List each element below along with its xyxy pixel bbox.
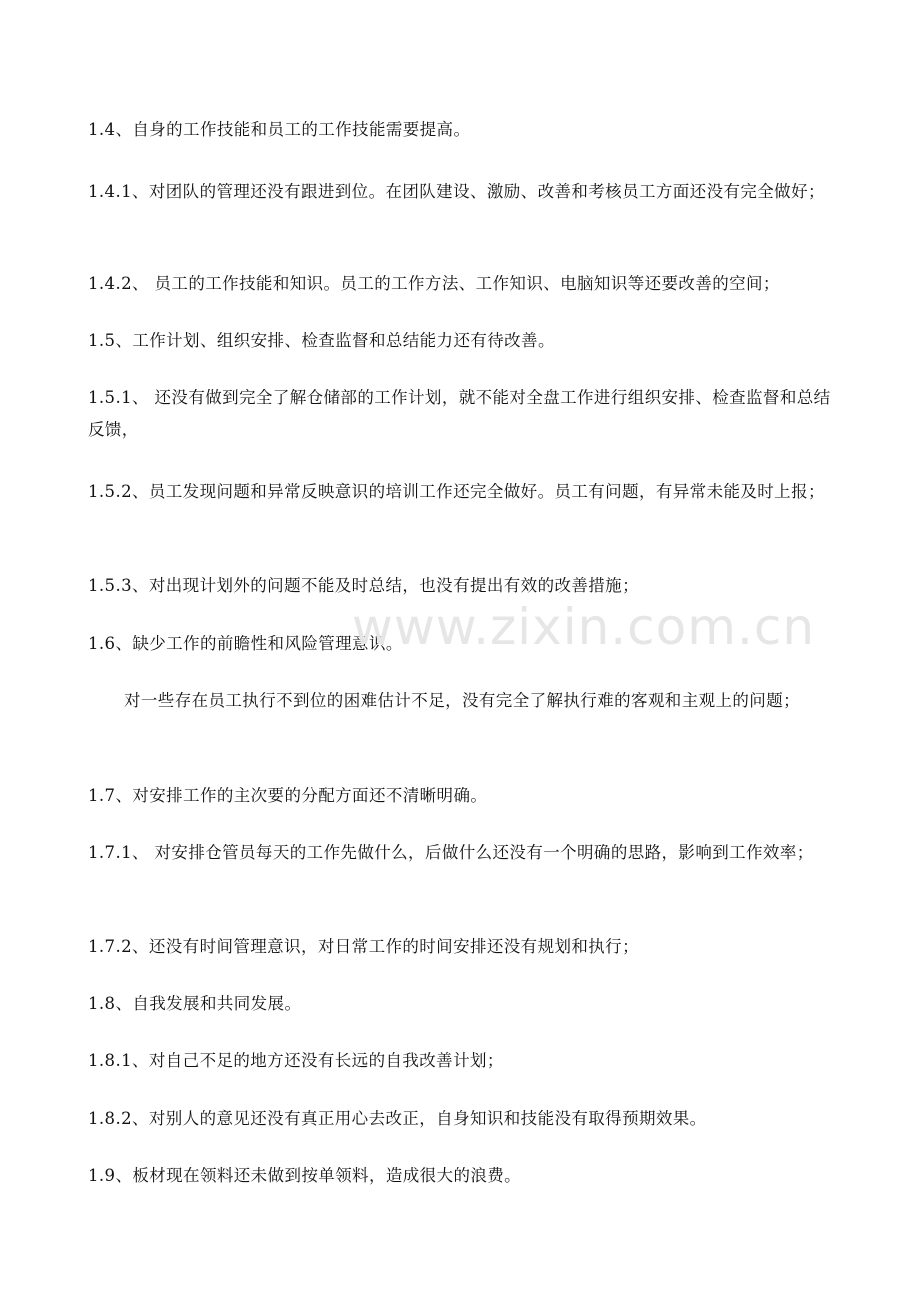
- paragraph-1-7: 1.7、对安排工作的主次要的分配方面还不清晰明确。: [88, 786, 488, 805]
- paragraph-1-5-3: 1.5.3、对出现计划外的问题不能及时总结，也没有提出有效的改善措施；: [88, 576, 639, 595]
- paragraph-1-7-2: 1.7.2、还没有时间管理意识，对日常工作的时间安排还没有规划和执行；: [88, 937, 639, 956]
- paragraph-1-4-2: 1.4.2、 员工的工作技能和知识。员工的工作方法、工作知识、电脑知识等还要改善的空间；: [88, 274, 780, 293]
- paragraph-1-5: 1.5、工作计划、组织安排、检查监督和总结能力还有待改善。: [88, 331, 555, 350]
- paragraph-1-7-1: 1.7.1、 对安排仓管员每天的工作先做什么，后做什么还没有一个明确的思路，影响到工作效率；: [88, 843, 814, 862]
- paragraph-1-8-2: 1.8.2、对别人的意见还没有真正用心去改正，自身知识和技能没有取得预期效果。: [88, 1109, 707, 1128]
- paragraph-1-4-1: 1.4.1、对团队的管理还没有跟进到位。在团队建设、激励、改善和考核员工方面还没有完全做好；: [88, 182, 825, 201]
- paragraph-1-9: 1.9、板材现在领料还未做到按单领料，造成很大的浪费。: [88, 1166, 522, 1185]
- paragraph-1-8: 1.8、自我发展和共同发展。: [88, 994, 302, 1013]
- site-watermark: www.zixin.com.cn: [352, 598, 816, 656]
- paragraph-1-5-2: 1.5.2、员工发现问题和异常反映意识的培训工作还完全做好。员工有问题，有异常未能及时上报；: [88, 482, 825, 501]
- paragraph-1-6-detail: 对一些存在员工执行不到位的困难估计不足，没有完全了解执行难的客观和主观上的问题；: [124, 691, 800, 710]
- paragraph-1-5-1: 1.5.1、 还没有做到完全了解仓储部的工作计划，就不能对全盘工作进行组织安排、检查监督和总结反馈，: [88, 388, 831, 439]
- paragraph-1-4: 1.4、自身的工作技能和员工的工作技能需要提高。: [88, 120, 471, 139]
- paragraph-1-8-1: 1.8.1、对自己不足的地方还没有长远的自我改善计划；: [88, 1051, 504, 1070]
- paragraph-1-6: 1.6、缺少工作的前瞻性和风险管理意识。: [88, 634, 403, 653]
